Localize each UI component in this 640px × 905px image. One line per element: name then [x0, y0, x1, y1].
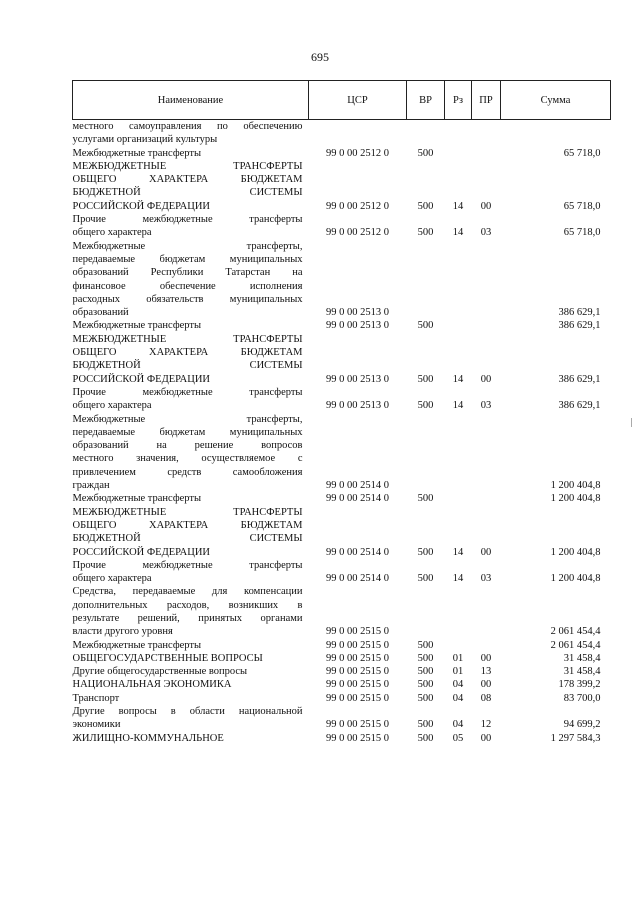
row-name-line: ОБЩЕГО ХАРАКТЕРА БЮДЖЕТАМ — [72, 347, 303, 359]
row-name-line: МЕЖБЮДЖЕТНЫЕ ТРАНСФЕРТЫ — [72, 506, 303, 518]
row-csr: 99 0 00 2512 0 — [326, 227, 389, 239]
row-sum: 2 061 454,4 — [550, 639, 601, 651]
row-pr: 08 — [480, 692, 492, 704]
row-name — [73, 120, 309, 147]
row-name-line: результате решений, принятых органами — [72, 612, 303, 624]
row-name — [73, 692, 309, 705]
row-name-line: РОССИЙСКОЙ ФЕДЕРАЦИИ — [72, 546, 210, 558]
row-rz — [445, 585, 472, 638]
table-row — [73, 692, 611, 705]
table-row — [73, 240, 611, 320]
row-vr: 500 — [417, 679, 434, 691]
row-sum: 1 200 404,8 — [550, 573, 601, 585]
row-vr: 500 — [417, 227, 434, 239]
row-sum: 65 718,0 — [563, 227, 601, 239]
row-csr: 99 0 00 2515 0 — [326, 692, 389, 704]
row-csr: 99 0 00 2513 0 — [326, 400, 389, 412]
row-name — [73, 732, 309, 745]
row-csr: 99 0 00 2515 0 — [326, 732, 389, 744]
scan-artifact — [631, 418, 632, 427]
row-name — [73, 678, 309, 691]
row-csr: 99 0 00 2515 0 — [326, 639, 389, 651]
table-row — [73, 319, 611, 332]
row-name-line: дополнительных расходов, возникших в — [72, 599, 303, 611]
row-csr: 99 0 00 2512 0 — [326, 147, 389, 159]
row-name-line: финансовое обеспечение исполнения — [72, 280, 303, 292]
row-vr: 500 — [417, 546, 434, 558]
row-name-line: общего характера — [72, 227, 152, 239]
row-csr: 99 0 00 2514 0 — [326, 480, 389, 492]
row-name-line: ОБЩЕГО ХАРАКТЕРА БЮДЖЕТАМ — [72, 519, 303, 531]
row-csr: 99 0 00 2514 0 — [326, 493, 389, 505]
row-name — [73, 147, 309, 160]
row-sum: 386 629,1 — [558, 400, 601, 412]
row-name-line: МЕЖБЮДЖЕТНЫЕ ТРАНСФЕРТЫ — [72, 160, 303, 172]
row-name-line: ЖИЛИЩНО-КОММУНАЛЬНОЕ — [72, 732, 224, 744]
row-sum: 386 629,1 — [558, 320, 601, 332]
row-vr: 500 — [417, 493, 434, 505]
row-vr — [407, 120, 445, 147]
row-name-line: Прочие межбюджетные трансферты — [72, 559, 303, 571]
table-body — [73, 120, 611, 745]
row-name-line: БЮДЖЕТНОЙ СИСТЕМЫ — [72, 360, 303, 372]
row-rz: 01 — [452, 666, 464, 678]
row-vr — [407, 240, 445, 320]
row-pr: 00 — [480, 652, 492, 664]
row-rz: 14 — [452, 227, 464, 239]
row-name-line: расходных обязательств муниципальных — [72, 293, 303, 305]
row-sum: 1 200 404,8 — [550, 546, 601, 558]
row-sum: 83 700,0 — [563, 692, 601, 704]
row-pr — [472, 147, 501, 160]
row-rz: 04 — [452, 692, 464, 704]
row-name — [73, 213, 309, 240]
row-pr — [472, 492, 501, 505]
row-pr — [472, 585, 501, 638]
row-csr: 99 0 00 2514 0 — [326, 546, 389, 558]
row-csr: 99 0 00 2515 0 — [326, 719, 389, 731]
row-rz: 04 — [452, 719, 464, 731]
row-sum: 31 458,4 — [563, 666, 601, 678]
row-name-line: привлечением средств самообложения — [72, 466, 303, 478]
row-sum: 386 629,1 — [558, 373, 601, 385]
row-sum — [501, 120, 611, 147]
row-vr: 500 — [417, 573, 434, 585]
table-row — [73, 160, 611, 213]
row-name — [73, 333, 309, 386]
row-csr — [309, 120, 407, 147]
table-row — [73, 652, 611, 665]
table-row — [73, 732, 611, 745]
row-pr: 00 — [480, 200, 492, 212]
row-name-line: МЕЖБЮДЖЕТНЫЕ ТРАНСФЕРТЫ — [72, 333, 303, 345]
row-name — [73, 319, 309, 332]
row-sum: 178 399,2 — [558, 679, 601, 691]
row-sum: 65 718,0 — [563, 200, 601, 212]
row-rz: 14 — [452, 200, 464, 212]
row-name-line: Транспорт — [72, 692, 120, 704]
header-vr: ВР — [407, 81, 445, 120]
row-vr: 500 — [417, 639, 434, 651]
row-pr: 00 — [480, 732, 492, 744]
row-vr — [407, 585, 445, 638]
row-csr: 99 0 00 2515 0 — [326, 652, 389, 664]
table-row — [73, 413, 611, 493]
row-name-line: местного самоуправления по обеспечению — [72, 121, 303, 132]
row-csr: 99 0 00 2513 0 — [326, 307, 389, 319]
row-csr: 99 0 00 2515 0 — [326, 679, 389, 691]
row-rz — [445, 147, 472, 160]
table-row — [73, 147, 611, 160]
row-pr: 03 — [480, 227, 492, 239]
row-name-line: образований на решение вопросов — [72, 440, 303, 452]
row-rz: 14 — [452, 400, 464, 412]
header-name: Наименование — [73, 81, 309, 120]
budget-table — [72, 80, 611, 745]
row-name — [73, 585, 309, 638]
row-rz: 14 — [452, 373, 464, 385]
row-name-line: Межбюджетные трансферты — [72, 147, 202, 159]
row-rz: 04 — [452, 679, 464, 691]
row-vr: 500 — [417, 147, 434, 159]
row-sum: 386 629,1 — [558, 307, 601, 319]
row-sum: 1 200 404,8 — [550, 493, 601, 505]
row-vr: 500 — [417, 719, 434, 731]
row-pr: 00 — [480, 373, 492, 385]
row-name-line: услугами организаций культуры — [72, 134, 218, 146]
row-sum: 2 061 454,4 — [550, 626, 601, 638]
row-name-line: НАЦИОНАЛЬНАЯ ЭКОНОМИКА — [72, 679, 232, 691]
row-name-line: передаваемые бюджетам муниципальных — [72, 426, 303, 438]
row-name — [73, 652, 309, 665]
row-name — [73, 665, 309, 678]
row-name-line: власти другого уровня — [72, 626, 173, 638]
row-name — [73, 559, 309, 586]
row-name — [73, 492, 309, 505]
header-pr: ПР — [472, 81, 501, 120]
row-name — [73, 705, 309, 732]
row-name-line: Прочие межбюджетные трансферты — [72, 386, 303, 398]
row-name-line: экономики — [72, 719, 121, 731]
row-pr — [472, 413, 501, 493]
row-rz — [445, 492, 472, 505]
row-name-line: БЮДЖЕТНОЙ СИСТЕМЫ — [72, 533, 303, 545]
row-pr: 03 — [480, 573, 492, 585]
row-pr — [472, 319, 501, 332]
row-pr — [472, 639, 501, 652]
header-csr: ЦСР — [309, 81, 407, 120]
row-rz: 05 — [452, 732, 464, 744]
table-row — [73, 213, 611, 240]
row-csr: 99 0 00 2515 0 — [326, 626, 389, 638]
row-name-line: граждан — [72, 480, 110, 492]
row-name-line: Межбюджетные трансферты, — [72, 240, 303, 252]
row-name-line: передаваемые бюджетам муниципальных — [72, 253, 303, 265]
row-name — [73, 413, 309, 493]
row-pr — [472, 120, 501, 147]
row-rz — [445, 319, 472, 332]
row-name-line: Другие вопросы в области национальной — [72, 706, 303, 718]
row-name-line: Межбюджетные трансферты — [72, 320, 202, 332]
row-pr: 00 — [480, 679, 492, 691]
table-row — [73, 120, 611, 147]
row-vr: 500 — [417, 652, 434, 664]
row-vr: 500 — [417, 666, 434, 678]
table-row — [73, 639, 611, 652]
row-vr: 500 — [417, 400, 434, 412]
table-header — [73, 81, 611, 120]
row-name-line: местного значения, осуществляемое с — [72, 453, 303, 465]
row-name-line: Средства, передаваемые для компенсации — [72, 586, 303, 598]
table-row — [73, 678, 611, 691]
row-name-line: общего характера — [72, 400, 152, 412]
row-csr: 99 0 00 2514 0 — [326, 573, 389, 585]
row-name — [73, 240, 309, 320]
row-rz — [445, 413, 472, 493]
row-sum: 65 718,0 — [563, 147, 601, 159]
row-vr: 500 — [417, 373, 434, 385]
row-sum: 31 458,4 — [563, 652, 601, 664]
row-name-line: образований — [72, 307, 129, 319]
row-vr: 500 — [417, 692, 434, 704]
table-row — [73, 492, 611, 505]
row-sum: 94 699,2 — [563, 719, 601, 731]
header-sum: Сумма — [501, 81, 611, 120]
row-csr: 99 0 00 2513 0 — [326, 373, 389, 385]
row-pr: 00 — [480, 546, 492, 558]
row-vr — [407, 413, 445, 493]
row-csr: 99 0 00 2512 0 — [326, 200, 389, 212]
table-row — [73, 386, 611, 413]
table-row — [73, 585, 611, 638]
row-pr: 13 — [480, 666, 492, 678]
row-rz: 14 — [452, 546, 464, 558]
row-name-line: общего характера — [72, 573, 152, 585]
table-row — [73, 559, 611, 586]
table-row — [73, 705, 611, 732]
row-name-line: Межбюджетные трансферты, — [72, 413, 303, 425]
row-pr: 12 — [480, 719, 492, 731]
row-vr: 500 — [417, 732, 434, 744]
table-row — [73, 665, 611, 678]
page-number: 695 — [311, 50, 329, 64]
row-pr: 03 — [480, 400, 492, 412]
row-rz — [445, 120, 472, 147]
row-name-line: БЮДЖЕТНОЙ СИСТЕМЫ — [72, 187, 303, 199]
row-name-line: РОССИЙСКОЙ ФЕДЕРАЦИИ — [72, 373, 210, 385]
row-sum: 1 200 404,8 — [550, 480, 601, 492]
row-name — [73, 639, 309, 652]
header-rz: Рз — [445, 81, 472, 120]
row-vr: 500 — [417, 200, 434, 212]
row-name-line: Межбюджетные трансферты — [72, 639, 202, 651]
row-csr: 99 0 00 2515 0 — [326, 666, 389, 678]
row-name-line: ОБЩЕГОСУДАРСТВЕННЫЕ ВОПРОСЫ — [72, 652, 263, 664]
row-rz — [445, 639, 472, 652]
row-csr: 99 0 00 2513 0 — [326, 320, 389, 332]
row-pr — [472, 240, 501, 320]
row-name-line: ОБЩЕГО ХАРАКТЕРА БЮДЖЕТАМ — [72, 174, 303, 186]
table-row — [73, 506, 611, 559]
row-sum: 1 297 584,3 — [550, 732, 601, 744]
row-rz: 14 — [452, 573, 464, 585]
row-name-line: РОССИЙСКОЙ ФЕДЕРАЦИИ — [72, 200, 210, 212]
row-vr: 500 — [417, 320, 434, 332]
row-name — [73, 386, 309, 413]
row-rz — [445, 240, 472, 320]
row-name-line: Другие общегосударственные вопросы — [72, 666, 248, 678]
table-row — [73, 333, 611, 386]
row-name-line: Межбюджетные трансферты — [72, 493, 202, 505]
row-name-line: образований Республики Татарстан на — [72, 267, 303, 279]
row-name-line: Прочие межбюджетные трансферты — [72, 214, 303, 226]
row-name — [73, 160, 309, 213]
row-rz: 01 — [452, 652, 464, 664]
row-name — [73, 506, 309, 559]
